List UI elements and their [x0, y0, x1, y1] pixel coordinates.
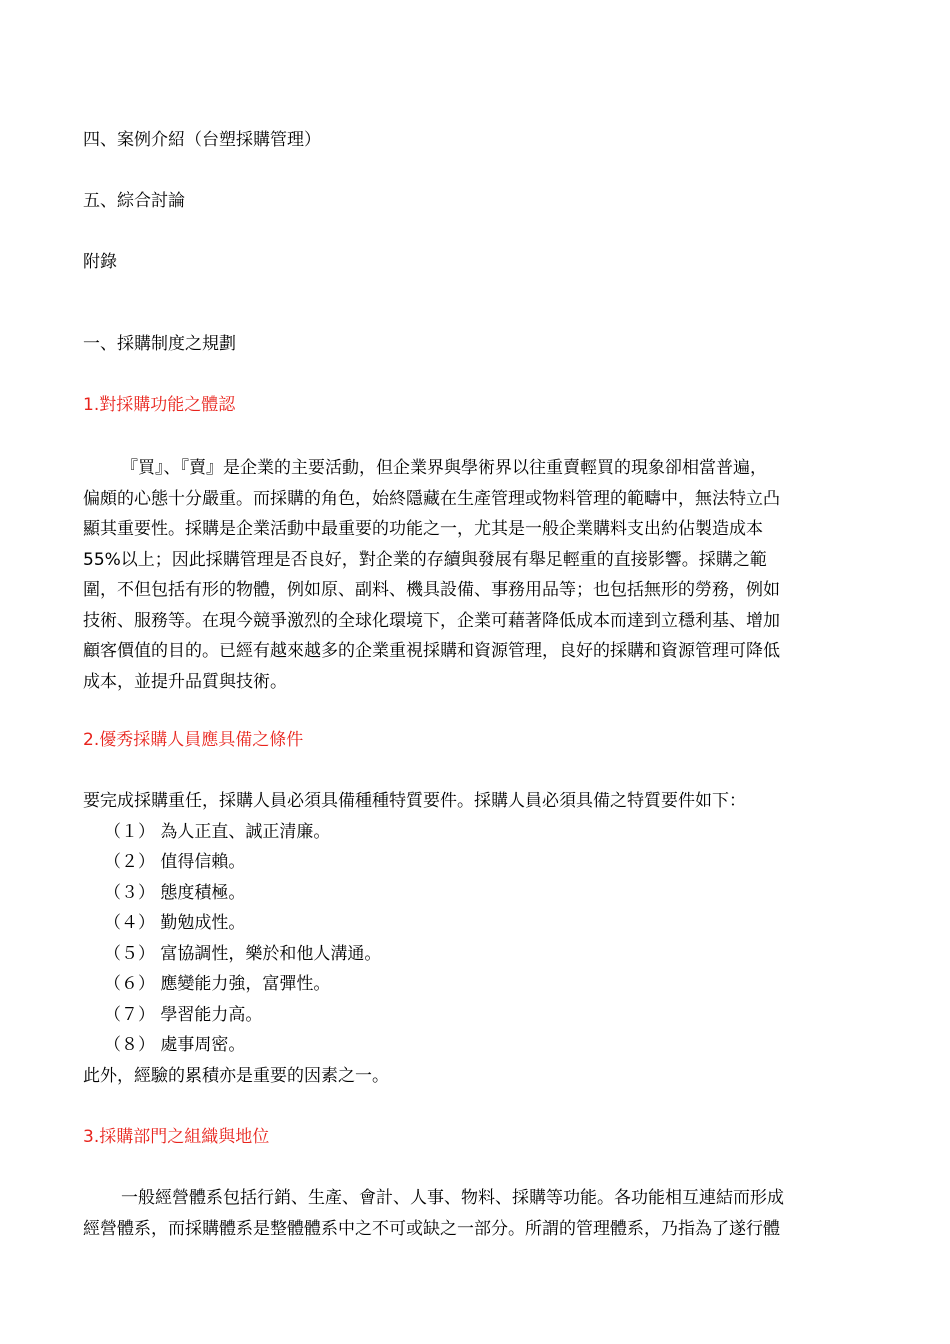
section-3-paragraph	[83, 1183, 873, 1244]
list-item: （２） 值得信賴。	[104, 852, 246, 872]
list-item: （６） 應變能力強，富彈性。	[104, 974, 331, 994]
paragraph-line: 一般經營體系包括行銷、生產、會計、人事、物料、採購等功能。各功能相互連結而形成	[121, 1188, 784, 1208]
list-item: （５） 富協調性，樂於和他人溝通。	[104, 944, 382, 964]
list-item: （４） 勤勉成性。	[104, 913, 246, 933]
paragraph-line: 圍，不但包括有形的物體，例如原、副料、機具設備、事務用品等；也包括無形的勞務，例如	[83, 580, 780, 600]
paragraph-line: 偏頗的心態十分嚴重。而採購的角色，始終隱藏在生產管理或物料管理的範疇中，無法特立凸	[83, 488, 780, 509]
paragraph-line: 技術、服務等。在現今競爭激烈的全球化環境下，企業可藉著降低成本而達到立穩利基、增加	[83, 610, 780, 631]
section-2-closing: 此外，經驗的累積亦是重要的因素之一。	[83, 1066, 389, 1086]
paragraph-line: 『買』、『賣』是企業的主要活動，但企業界與學術界以往重賣輕買的現象卻相當普遍，	[121, 458, 767, 478]
section-3-title: 3.採購部門之組織與地位	[83, 1127, 270, 1147]
section-2-title: 2.優秀採購人員應具備之條件	[83, 730, 304, 750]
section-1-title: 1.對採購功能之體認	[83, 395, 236, 415]
list-item: （８） 處事周密。	[104, 1035, 246, 1055]
outline-item-5: 五、綜合討論	[83, 191, 185, 211]
paragraph-line: 顧客價值的目的。已經有越來越多的企業重視採購和資源管理，良好的採購和資源管理可降低	[83, 641, 780, 661]
list-item: （１） 為人正直、誠正清廉。	[104, 822, 331, 842]
outline-appendix: 附錄	[83, 252, 117, 272]
list-item: （３） 態度積極。	[104, 883, 246, 903]
chapter-heading: 一、採購制度之規劃	[83, 334, 236, 354]
list-item: （７） 學習能力高。	[104, 1005, 263, 1025]
paragraph-line: 經營體系，而採購體系是整體體系中之不可或缺之一部分。所謂的管理體系，乃指為了遂行體	[83, 1218, 780, 1239]
paragraph-line: 顯其重要性。採購是企業活動中最重要的功能之一，尤其是一般企業購料支出約佔製造成本	[83, 519, 763, 539]
section-1-paragraph	[83, 453, 873, 697]
paragraph-line: 成本，並提升品質與技術。	[83, 671, 287, 692]
section-2-intro: 要完成採購重任，採購人員必須具備種種特質要件。採購人員必須具備之特質要件如下：	[83, 791, 746, 811]
outline-item-4: 四、案例介紹（台塑採購管理）	[83, 130, 321, 150]
paragraph-line: 55%以上；因此採購管理是否良好，對企業的存續與發展有舉足輕重的直接影響。採購之範	[83, 549, 767, 570]
